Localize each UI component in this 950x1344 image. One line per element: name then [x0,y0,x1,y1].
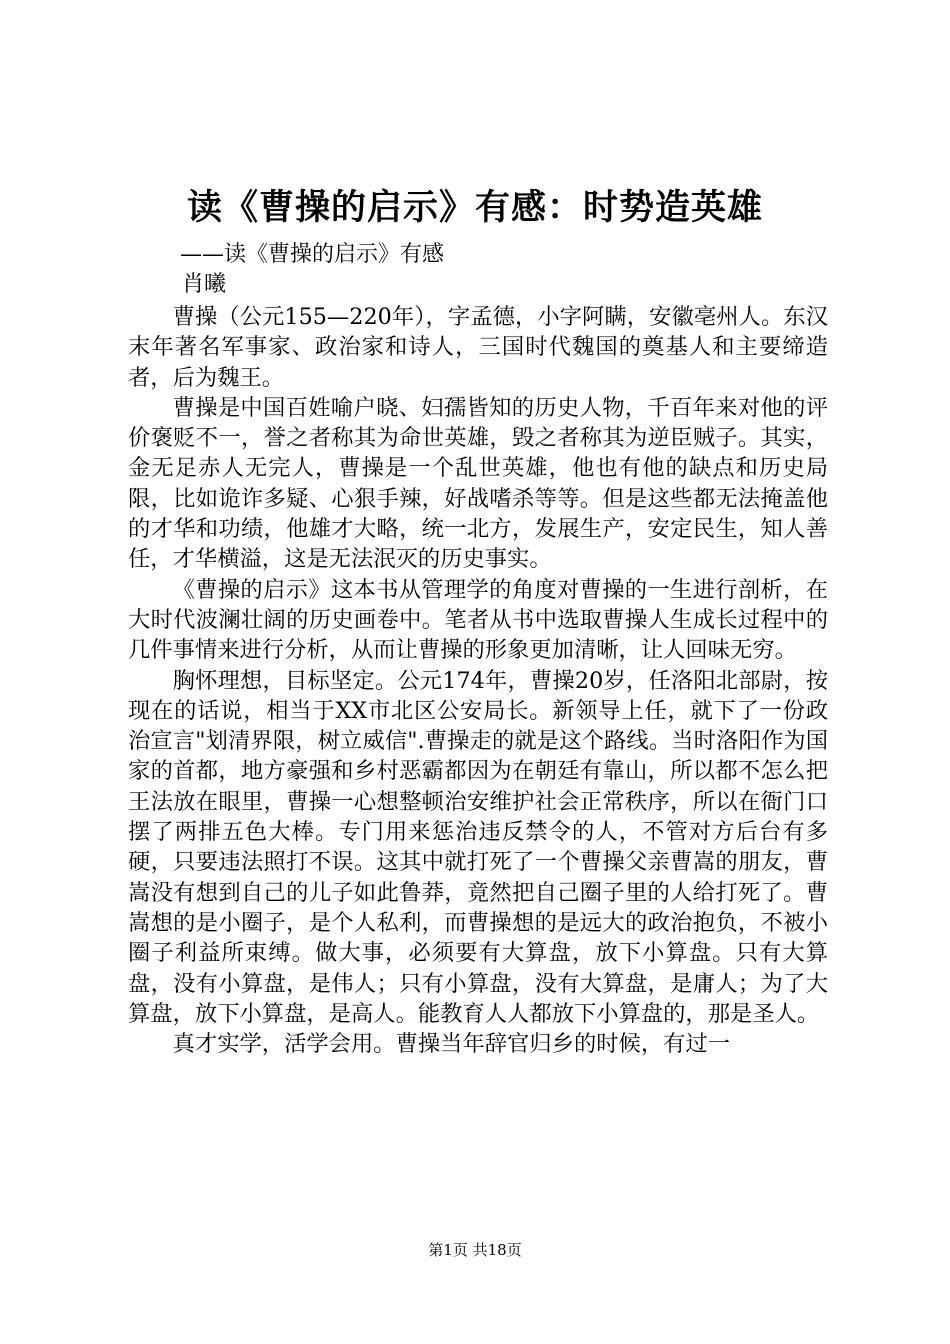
paragraph: 胸怀理想，目标坚定。公元174年，曹操20岁，任洛阳北部尉，按现在的话说，相当于XX市北区公安局长。新领导上任，就下了一份政治宣言"划清界限，树立威信".曹操走的就是这个路线。当时洛阳作为国家的首都，地方豪强和乡村恶霸都因为在朝廷有靠山，所以都不怎么把王法放在眼里，曹操一心想整顿治安维护社会正常秩序，所以在衙门口摆了两排五色大棒。专门用来惩治违反禁令的人，不管对方后台有多硬，只要违法照打不误。这其中就打死了一个曹操父亲曹嵩的朋友，曹嵩没有想到自己的儿子如此鲁莽，竟然把自己圈子里的人给打死了。曹嵩想的是小圈子，是个人私利，而曹操想的是远大的政治抱负，不被小圈子利益所束缚。做大事，必须要有大算盘，放下小算盘。只有大算盘，没有小算盘，是伟人；只有小算盘，没有大算盘，是庸人；为了大算盘，放下小算盘，是高人。能教育人人都放下小算盘的，那是圣人。 [128,667,828,1027]
document-body [128,302,828,1059]
paragraph: 曹操（公元155—220年），字孟德，小字阿瞒，安徽亳州人。东汉末年著名军事家、政治家和诗人，三国时代魏国的奠基人和主要缔造者，后为魏王。 [128,304,828,391]
document-title: 读《曹操的启示》有感：时势造英雄 [186,187,763,228]
paragraph: 真才实学，活学会用。曹操当年辞官归乡的时候，有过一 [172,1031,731,1058]
paragraph: 曹操是中国百姓喻户晓、妇孺皆知的历史人物，千百年来对他的评价褒贬不一，誉之者称其为命世英雄，毁之者称其为逆臣贼子。其实，金无足赤人无完人，曹操是一个乱世英雄，他也有他的缺点和历史局限，比如诡诈多疑、心狠手辣，好战嗜杀等等。但是这些都无法掩盖他的才华和功绩，他雄才大略，统一北方，发展生产，安定民生，知人善任，才华横溢，这是无法泯灭的历史事实。 [128,394,828,573]
page-footer: 第1页 共18页 [428,1241,522,1259]
document-subtitle: ——读《曹操的启示》有感 [180,242,445,267]
paragraph: 《曹操的启示》这本书从管理学的角度对曹操的一生进行剖析，在大时代波澜壮阔的历史画卷中。笔者从书中选取曹操人生成长过程中的几件事情来进行分析，从而让曹操的形象更加清晰，让人回味无穷。 [128,576,828,664]
document-author: 肖曦 [182,272,227,297]
